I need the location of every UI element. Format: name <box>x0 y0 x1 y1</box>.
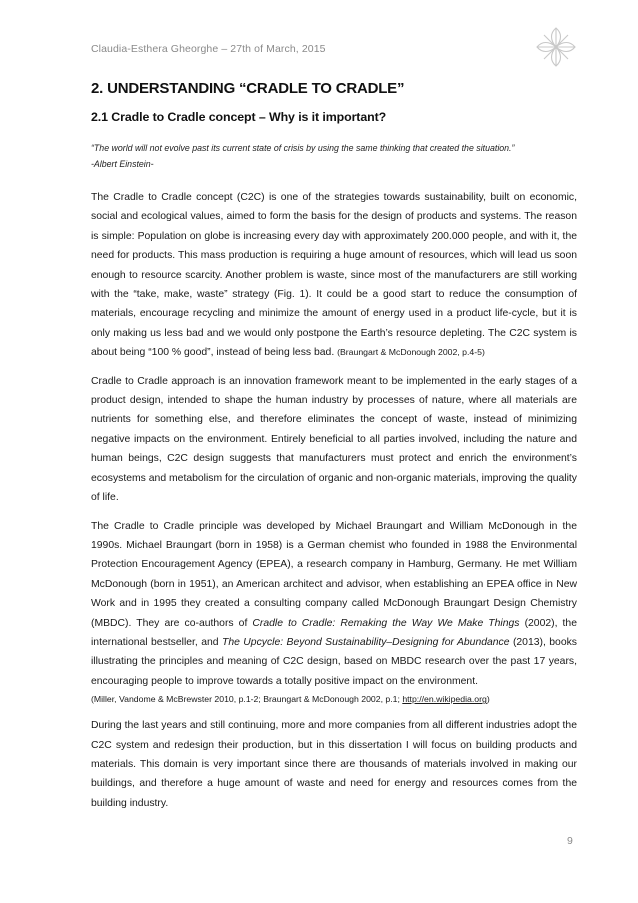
paragraph-1-text: The Cradle to Cradle concept (C2C) is one of the strategies towards sustainability, built on economic, social and ecological values, aimed to form the basis for the design of products and systems. The reason is simple: Population on globe is increasing every day with approximately 200.000 people, and with it, the need for products. This mass production is requiring a huge amount of resources, which will lead us soon enough to resource scarcity. Another problem is waste, since most of the manufacturers are still working with the “take, make, waste” strategy (Fig. 1). It could be a good start to reduce the consumption of materials, encourage recycling and minimize the amount of energy used in a product life-cycle, but it is only making us less bad and we would only postpone the Earth’s resource depleting. The C2C system is about being “100 % good”, instead of being less bad. <box>91 192 577 359</box>
running-header: Claudia-Esthera Gheorghe – 27th of March, 2015 <box>91 43 326 55</box>
subsection-heading: 2.1 Cradle to Cradle concept – Why is it important? <box>91 110 387 124</box>
paragraph-3 <box>91 517 577 708</box>
paragraph-1 <box>91 188 577 363</box>
book-title-1: Cradle to Cradle: Remaking the Way We Make Things <box>252 617 520 629</box>
page-number: 9 <box>567 835 573 847</box>
leaf-logo-icon <box>535 26 577 68</box>
section-heading: 2. UNDERSTANDING “CRADLE TO CRADLE” <box>91 80 405 97</box>
quote-author: -Albert Einstein- <box>91 159 154 169</box>
paragraph-3-part3: (2013), books illustrating the principles and meaning of C2C design, based on MBDC research over the past 17 years, encouraging people to improve towards a totally positive impact on the environment. <box>91 636 577 687</box>
paragraph-4: During the last years and still continuing, more and more companies from all different industries adopt the C2C system and redesign their production, but in this dissertation I will focus on building products and materials. This domain is very important since there are thousands of materials involved in making our buildings, and therefore a huge amount of waste and need for energy and resources comes from the building industry. <box>91 720 577 809</box>
quote-text: “The world will not evolve past its current state of crisis by using the same thinking that created the situation.” <box>91 143 515 153</box>
paragraph-3-part2: (2002), the international bestseller, and <box>91 617 577 648</box>
epigraph <box>91 140 581 172</box>
references-text: (Miller, Vandome & McBrewster 2010, p.1-2; Braungart & McDonough 2002, p.1; <box>91 694 403 705</box>
wikipedia-link[interactable]: http://en.wikipedia.org <box>402 694 487 705</box>
paragraph-3-part1: The Cradle to Cradle principle was developed by Michael Braungart and William McDonough in the 1990s. Michael Braungart (born in 1958) is a German chemist who founded in 1988 the Environmental Protection Encouragement Agency (EPEA), a research company in Hamburg, Germany. He met William McDonough (born in 1951), an American architect and advisor, when establishing an EPEA office in New Work and in 1995 they created a consulting company called McDonough Braungart Design Chemistry (MBDC). They are co-authors of <box>91 520 577 629</box>
citation: (Braungart & McDonough 2002, p.4-5) <box>337 347 485 358</box>
body-text <box>91 188 577 822</box>
book-title-2: The Upcycle: Beyond Sustainability–Designing for Abundance <box>221 636 510 648</box>
references <box>91 691 577 707</box>
references-end: ) <box>486 694 490 705</box>
paragraph-2: Cradle to Cradle approach is an innovation framework meant to be implemented in the early stages of a product design, intended to shape the human industry by processes of nature, where all materials are nutrients for something else, and therefore eliminates the concept of waste, instead of minimizing negative impacts on the environment. Entirely beneficial to all parties involved, including the nature and human beings, C2C design suggests that manufacturers must protect and enrich the environment’s ecosystems and metabolism for the circulation of organic and non-organic materials, improving the quality of life. <box>91 375 577 504</box>
